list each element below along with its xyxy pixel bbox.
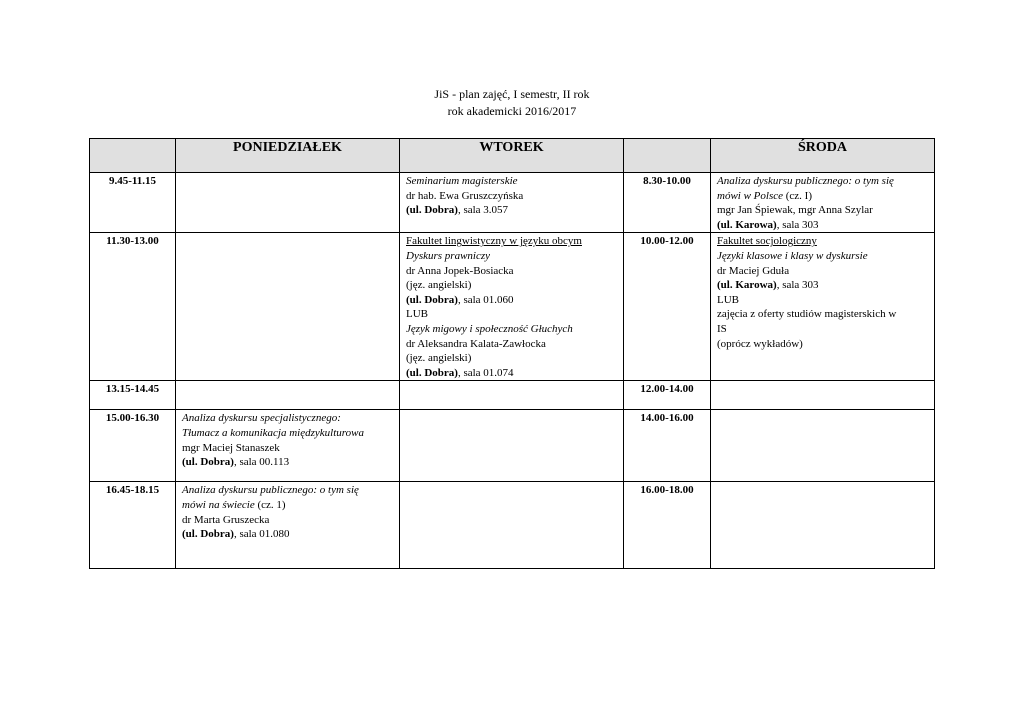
header-time-cell	[90, 139, 176, 173]
wednesday-cell	[711, 173, 935, 233]
time-slot: 13.15-14.45	[90, 381, 176, 410]
header-wed-time-cell	[624, 139, 711, 173]
wednesday-time-slot: 12.00-14.00	[624, 381, 711, 410]
location: (ul. Dobra), sala 01.060	[406, 293, 514, 306]
teacher-name: dr Anna Jopek-Bosiacka	[406, 264, 514, 277]
wednesday-time-slot: 8.30-10.00	[624, 173, 711, 233]
location: (ul. Dobra), sala 3.057	[406, 204, 509, 217]
faculty-name: Fakultet lingwistyczny w języku obcym	[406, 235, 582, 248]
wednesday-time-slot: 16.00-18.00	[624, 482, 711, 569]
course-name: Analiza dyskursu publicznego: o tym się	[182, 484, 359, 497]
location: (ul. Karowa), sala 303	[717, 218, 819, 231]
tuesday-cell	[400, 482, 624, 569]
language-note: (jęz. angielski)	[406, 352, 472, 365]
wednesday-cell	[711, 482, 935, 569]
offer-note-cont: IS	[717, 322, 727, 335]
or-separator: LUB	[717, 293, 739, 306]
time-slot: 9.45-11.15	[90, 173, 176, 233]
wednesday-cell	[711, 233, 935, 381]
monday-cell	[176, 410, 400, 482]
teacher-name: dr Marta Gruszecka	[182, 513, 270, 526]
wednesday-cell	[711, 381, 935, 410]
table-row	[90, 173, 935, 233]
tuesday-cell	[400, 233, 624, 381]
course-name: Analiza dyskursu specjalistycznego:	[182, 412, 341, 425]
faculty-name: Fakultet socjologiczny	[717, 235, 817, 248]
wednesday-cell	[711, 410, 935, 482]
document-title: JiS - plan zajęć, I semestr, II rok	[434, 87, 590, 101]
monday-cell	[176, 173, 400, 233]
course-name-cont: Tłumacz a komunikacja międzykulturowa	[182, 426, 364, 439]
monday-cell	[176, 381, 400, 410]
course-name-cont: mówi na świecie (cz. 1)	[182, 498, 286, 511]
table-row	[90, 233, 935, 381]
tuesday-cell	[400, 410, 624, 482]
time-slot: 16.45-18.15	[90, 482, 176, 569]
location: (ul. Karowa), sala 303	[717, 279, 819, 292]
header-tuesday: WTOREK	[400, 139, 624, 173]
header-monday: PONIEDZIAŁEK	[176, 139, 400, 173]
course-name: Dyskurs prawniczy	[406, 249, 491, 262]
table-row	[90, 381, 935, 410]
course-name: Analiza dyskursu publicznego: o tym się	[717, 175, 894, 187]
table-row	[90, 482, 935, 569]
teacher-name: mgr Maciej Stanaszek	[182, 441, 280, 454]
time-slot: 11.30-13.00	[90, 233, 176, 381]
teacher-name: dr Maciej Gduła	[717, 264, 790, 277]
tuesday-cell	[400, 173, 624, 233]
location: (ul. Dobra), sala 01.080	[182, 528, 290, 541]
or-separator: LUB	[406, 308, 428, 321]
teacher-name: dr hab. Ewa Gruszczyńska	[406, 189, 524, 202]
header-row	[90, 139, 935, 173]
monday-cell	[176, 482, 400, 569]
location: (ul. Dobra), sala 00.113	[182, 456, 290, 469]
header-wednesday: ŚRODA	[711, 139, 935, 173]
monday-cell	[176, 233, 400, 381]
course-name: Seminarium magisterskie	[406, 175, 518, 187]
schedule-table	[89, 138, 935, 569]
course-name-cont: mówi w Polsce (cz. I)	[717, 189, 813, 202]
tuesday-cell	[400, 381, 624, 410]
offer-note: zajęcia z oferty studiów magisterskich w	[717, 308, 897, 321]
offer-note-exception: (oprócz wykładów)	[717, 337, 803, 350]
course-name: Język migowy i społeczność Głuchych	[406, 322, 573, 335]
course-name: Języki klasowe i klasy w dyskursie	[717, 249, 868, 262]
table-row	[90, 410, 935, 482]
wednesday-time-slot: 10.00-12.00	[624, 233, 711, 381]
time-slot: 15.00-16.30	[90, 410, 176, 482]
location: (ul. Dobra), sala 01.074	[406, 366, 514, 379]
teacher-name: dr Aleksandra Kalata-Zawłocka	[406, 337, 546, 350]
document-subtitle: rok akademicki 2016/2017	[447, 104, 577, 118]
language-note: (jęz. angielski)	[406, 279, 472, 292]
teacher-name: mgr Jan Śpiewak, mgr Anna Szylar	[717, 204, 873, 217]
wednesday-time-slot: 14.00-16.00	[624, 410, 711, 482]
